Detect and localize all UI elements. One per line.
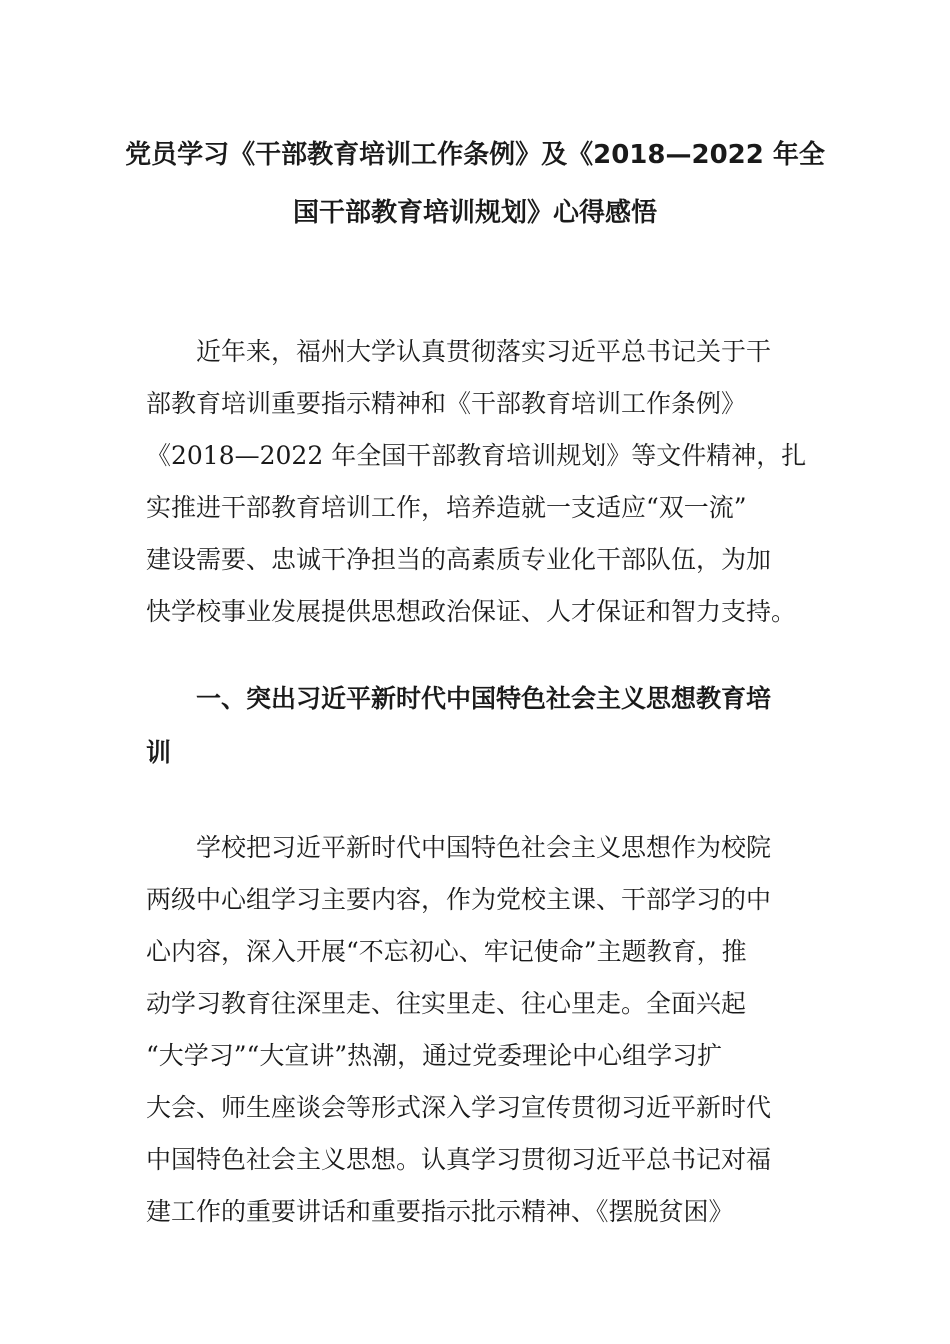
text-line: 快学校事业发展提供思想政治保证、人才保证和智力支持。 (146, 597, 797, 626)
title-line: 党员学习《干部教育培训工作条例》及《2018—2022 年全 (125, 140, 825, 170)
paragraph-intro (146, 326, 807, 638)
section-heading-1 (146, 672, 796, 780)
text-line: 中国特色社会主义思想。认真学习贯彻习近平总书记对福 (146, 1145, 772, 1174)
text-line: 心内容，深入开展“不忘初心、牢记使命”主题教育，推 (146, 937, 747, 966)
text-line: 部教育培训重要指示精神和《干部教育培训工作条例》 (146, 389, 747, 418)
text-line: 建设需要、忠诚干净担当的高素质专业化干部队伍，为加 (146, 545, 772, 574)
text-line: 大会、师生座谈会等形式深入学习宣传贯彻习近平新时代 (146, 1093, 772, 1122)
heading-line: 训 (146, 738, 172, 767)
text-line: 《2018—2022 年全国干部教育培训规划》等文件精神，扎 (146, 441, 807, 470)
text-line: 两级中心组学习主要内容，作为党校主课、干部学习的中 (146, 885, 772, 914)
text-line: 学校把习近平新时代中国特色社会主义思想作为校院 (196, 833, 772, 862)
document-title (120, 126, 830, 242)
text-line: 动学习教育往深里走、往实里走、往心里走。全面兴起 (146, 989, 747, 1018)
text-line: 近年来，福州大学认真贯彻落实习近平总书记关于干 (196, 337, 772, 366)
paragraph-section-1 (146, 822, 796, 1238)
text-line: 实推进干部教育培训工作，培养造就一支适应“双一流” (146, 493, 747, 522)
text-line: 建工作的重要讲话和重要指示批示精神、《摆脱贫困》 (146, 1197, 734, 1226)
text-line: “大学习”“大宣讲”热潮，通过党委理论中心组学习扩 (146, 1041, 723, 1070)
title-line: 国干部教育培训规划》心得感悟 (292, 198, 657, 228)
heading-line: 一、突出习近平新时代中国特色社会主义思想教育培 (196, 684, 772, 713)
